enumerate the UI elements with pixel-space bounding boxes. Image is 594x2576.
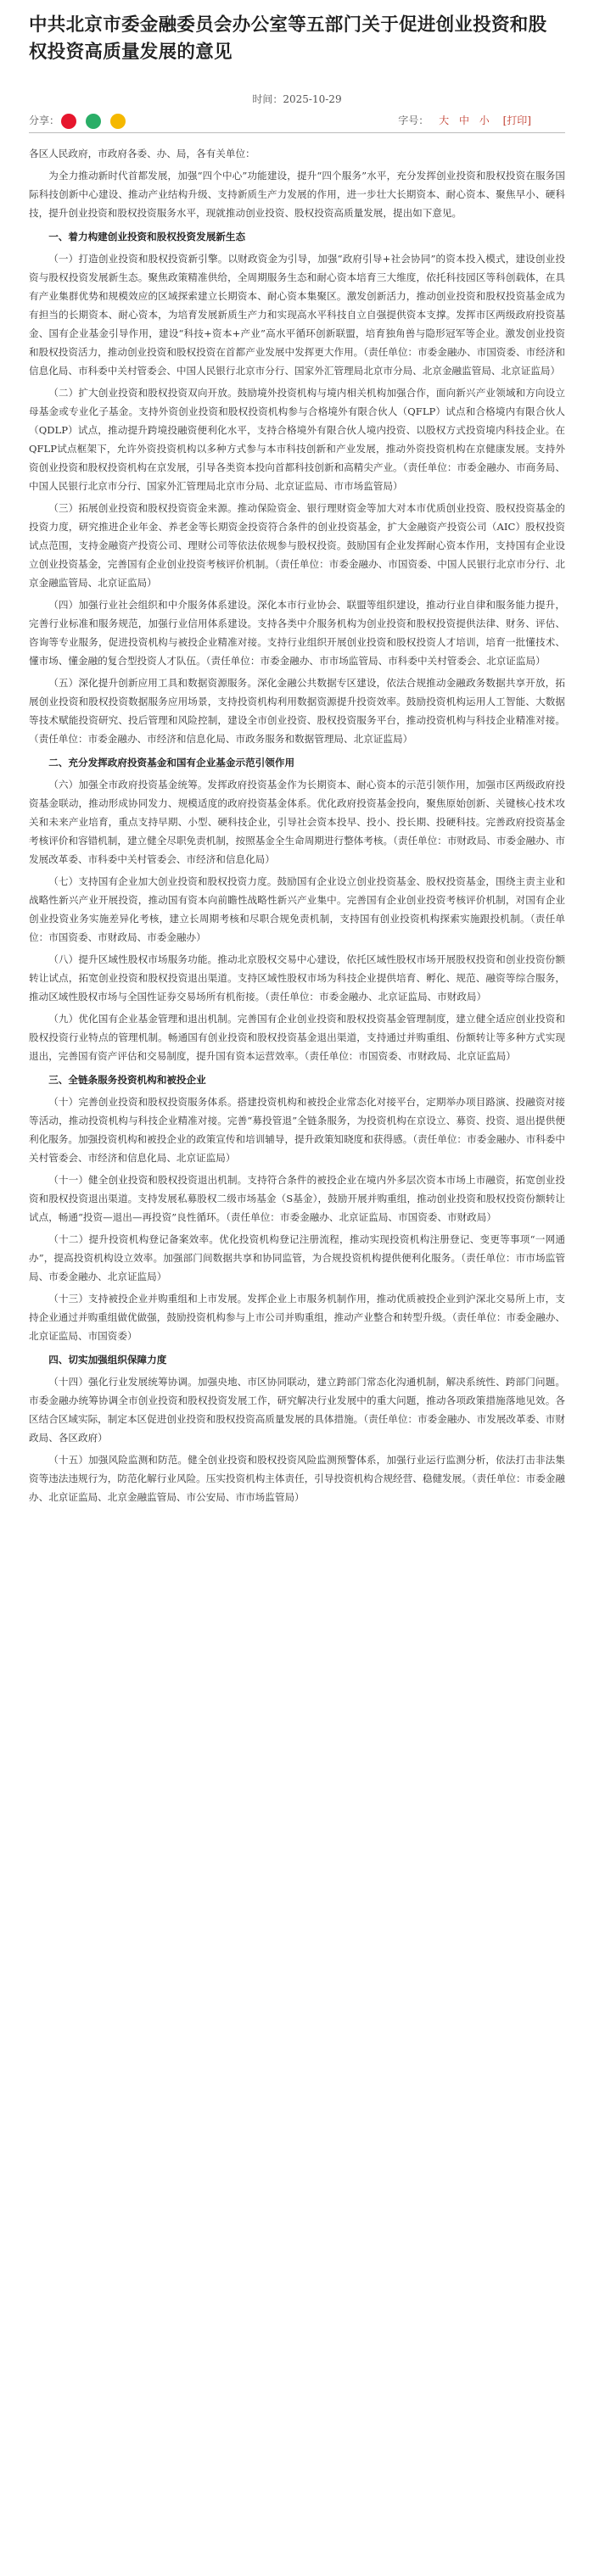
weibo-icon[interactable] — [61, 114, 76, 129]
paragraph: （三）拓展创业投资和股权投资资金来源。推动保险资金、银行理财资金等加大对本市优质创业投资、股权投资基金的投资力度，研究推进企业年金、养老金等长期资金投资符合条件的创业投资基金，扩大金融资产投资公司（AIC）股权投资试点范围，支持金融资产投资公司、理财公司等依法依规参与股权投资。鼓励国有企业发挥耐心资本作用，支持国有企业设立创业投资基金，完善国有企业创业投资考核评价机制。（责任单位：市委金融办、市国资委、中国人民银行北京市分行、北京金融监管局、北京证监局） — [29, 502, 565, 589]
section-heading: 一、着力构建创业投资和股权投资发展新生态 — [48, 231, 246, 243]
section-heading: 四、切实加强组织保障力度 — [48, 1354, 167, 1366]
article-title: 中共北京市委金融委员会办公室等五部门关于促进创业投资和股权投资高质量发展的意见 — [29, 14, 547, 63]
paragraph: （十三）支持被投企业并购重组和上市发展。发挥企业上市服务机制作用，推动优质被投企业到沪深北交易所上市，支持企业通过并购重组做优做强，鼓励投资机构参与上市公司并购重组，推动产业整合和转型升级。（责任单位：市委金融办、北京证监局、市国资委） — [29, 1293, 565, 1342]
paragraph: （十四）强化行业发展统筹协调。加强央地、市区协同联动，建立跨部门常态化沟通机制，解决系统性、跨部门问题。市委金融办统筹协调全市创业投资和股权投资发展工作，研究解决行业发展中的重大问题，推动各项政策措施落地见效。各区结合区域实际，制定本区促进创业投资和股权投资高质量发展的具体措施。（责任单位：市委金融办、市发展改革委、市财政局、各区政府） — [29, 1376, 565, 1444]
share-icons — [61, 112, 131, 129]
section-heading: 三、全链条服务投资机构和被投企业 — [48, 1074, 206, 1086]
paragraph: （十）完善创业投资和股权投资服务体系。搭建投资机构和被投企业常态化对接平台，定期举办项目路演、投融资对接等活动，推动投资机构与科技企业精准对接。完善“募投管退”全链条服务，为投资机构在京设立、募资、投资、退出提供便利化服务。加强投资机构和被投企业的政策宣传和培训辅导，提升政策知晓度和获得感。（责任单位：市委金融办、市科委中关村管委会、市经济和信息化局、北京证监局） — [29, 1096, 565, 1164]
paragraph: （五）深化提升创新应用工具和数据资源服务。深化金融公共数据专区建设，依法合规推动金融政务数据共享开放，拓展创业投资和股权投资数据服务应用场景，支持投资机构利用数据资源提升投资效率。鼓励投资机构运用人工智能、大数据等技术赋能投资研究、投后管理和风险控制，建设全市创业投资、股权投资服务平台，推动投资机构与科技企业精准对接。（责任单位：市委金融办、市经济和信息化局、市政务服务和数据管理局、北京证监局） — [29, 677, 565, 745]
paragraph: （十一）健全创业投资和股权投资退出机制。支持符合条件的被投企业在境内外多层次资本市场上市融资，拓宽创业投资和股权投资退出渠道。支持发展私募股权二级市场基金（S基金），鼓励开展并购重组，推动创业投资和股权投资份额转让试点，畅通“投资—退出—再投资”良性循环。（责任单位：市委金融办、北京证监局、市国资委、市财政局） — [29, 1174, 565, 1223]
font-size-control — [398, 113, 531, 127]
divider — [29, 132, 565, 133]
paragraph: （四）加强行业社会组织和中介服务体系建设。深化本市行业协会、联盟等组织建设，推动行业自律和服务能力提升，完善行业标准和服务规范，加强行业信用体系建设。支持各类中介服务机构为创业投资和股权投资提供法律、财务、评估、咨询等专业服务，促进投资机构与被投企业精准对接。支持行业组织开展创业投资和股权投资人才培训，培育一批懂技术、懂市场、懂金融的复合型投资人才队伍。（责任单位：市委金融办、市市场监管局、市科委中关村管委会、北京证监局） — [29, 599, 565, 667]
wechat-icon[interactable] — [86, 114, 101, 129]
share-bar — [29, 110, 565, 129]
publish-time: 时间：2025-10-29 — [252, 93, 342, 105]
paragraph: （九）优化国有企业基金管理和退出机制。完善国有企业创业投资和股权投资基金管理制度，建立健全适应创业投资和股权投资行业特点的管理机制。畅通国有创业投资和股权投资基金退出渠道，支持通过并购重组、份额转让等多种方式实现退出，完善国有资产评估和交易制度，提升国有资本运营效率。（责任单位：市国资委、市财政局、北京证监局） — [29, 1013, 565, 1062]
paragraph: （二）扩大创业投资和股权投资双向开放。鼓励境外投资机构与境内相关机构加强合作，面向新兴产业领域和方向设立母基金或专业化子基金。支持外资创业投资和股权投资机构参与合格境外有限合伙人（QFLP）试点和合格境内有限合伙人（QDLP）试点，推动提升跨境投融资便利化水平，支持合格境外有限合伙人境内投资、以股权方式投资境内科技企业。在QFLP试点框架下，允许外资投资机构以多种方式参与本市科技创新和产业发展，推动外资投资机构在京健康发展。支持外资创业投资和股权投资机构在京发展，引导各类资本投向首都科技创新和高精尖产业。（责任单位：市委金融办、市商务局、中国人民银行北京市分行、国家外汇管理局北京市分局、北京证监局、市市场监管局） — [29, 387, 565, 492]
font-size-label: 字号： — [398, 115, 429, 126]
salutation: 各区人民政府，市政府各委、办、局，各有关单位： — [29, 148, 255, 159]
paragraph: 为全力推动新时代首都发展，加强“四个中心”功能建设，提升“四个服务”水平，充分发挥创业投资和股权投资在服务国际科技创新中心建设、推动产业结构升级、支持新质生产力发展的作用，进一步壮大长期资本、耐心资本、聚焦早小、硬科技，提升创业投资和股权投资服务水平，现就推动创业投资、股权投资高质量发展，提出如下意见。 — [29, 170, 565, 219]
paragraph: （八）提升区域性股权市场服务功能。推动北京股权交易中心建设，依托区域性股权市场开展股权投资和创业投资份额转让试点，拓宽创业投资和股权投资退出渠道。支持区域性股权市场为科技企业提供培育、孵化、规范、融资等综合服务，推动区域性股权市场与全国性证券交易场所有机衔接。（责任单位：市委金融办、北京证监局、市财政局） — [29, 953, 565, 1003]
section-heading: 二、充分发挥政府投资基金和国有企业基金示范引领作用 — [48, 757, 295, 768]
paragraph: （十二）提升投资机构登记备案效率。优化投资机构登记注册流程，推动实现投资机构注册登记、变更等事项“一网通办”，提高投资机构设立效率。加强部门间数据共享和协同监管，为合规投资机构提供便利化服务。（责任单位：市市场监管局、市委金融办、北京证监局） — [29, 1233, 565, 1282]
font-size-medium[interactable]: 中 — [458, 115, 469, 126]
article-content — [29, 144, 565, 1510]
print-button[interactable]: [打印] — [502, 115, 531, 126]
qzone-icon[interactable] — [110, 114, 126, 129]
paragraph: （六）加强全市政府投资基金统筹。发挥政府投资基金作为长期资本、耐心资本的示范引领作用，加强市区两级政府投资基金联动，推动形成协同发力、规模适度的政府投资基金体系。优化政府投资基金投向，聚焦原始创新、关键核心技术攻关和未来产业培育，重点支持早期、小型、硬科技企业，引导社会资本投早、投小、投长期、投硬科技。完善政府投资基金考核评价和容错机制，建立健全尽职免责机制，按照基金全生命周期进行整体考核。（责任单位：市财政局、市委金融办、市发展改革委、市科委中关村管委会、市经济和信息化局） — [29, 779, 565, 865]
share-label: 分享： — [29, 115, 60, 126]
paragraph: （一）打造创业投资和股权投资新引擎。以财政资金为引导，加强“政府引导+社会协同”的资本投入模式，建设创业投资与股权投资发展新生态。聚焦政策精准供给，全周期服务生态和耐心资本培育三大维度，依托科技园区等科创载体，在具有产业集群优势和规模效应的区域探索建立长期资本、耐心资本集聚区。激发创新活力，推动创业投资和股权投资基金成为有担当的长期资本、耐心资本，为培育发展新质生产力和实现高水平科技自立自强提供资本支撑。发挥市区两级政府投资基金、国有企业基金引导作用，建设“科技+资本+产业”高水平循环创新联盟，培育独角兽与隐形冠军等企业。激发创业投资和股权投资活力，推动创业投资和股权投资在首都产业发展中发挥更大作用。（责任单位：市委金融办、市国资委、市经济和信息化局、市科委中关村管委会、中国人民银行北京市分行、国家外汇管理局北京市分局、北京金融监管局、北京证监局） — [29, 253, 565, 377]
paragraph: （七）支持国有企业加大创业投资和股权投资力度。鼓励国有企业设立创业投资基金、股权投资基金，围绕主责主业和战略性新兴产业开展投资，推动国有资本向前瞻性战略性新兴产业集中。完善国有企业创业投资考核评价机制，对国有企业创业投资业务实施差异化考核，建立长周期考核和尽职合规免责机制，支持国有创业投资机构探索实施跟投机制。（责任单位：市国资委、市财政局、市委金融办） — [29, 875, 565, 943]
font-size-small[interactable]: 小 — [479, 115, 490, 126]
paragraph: （十五）加强风险监测和防范。健全创业投资和股权投资风险监测预警体系，加强行业运行监测分析，依法打击非法集资等违法违规行为，防范化解行业风险。压实投资机构主体责任，引导投资机构合规经营、稳健发展。（责任单位：市委金融办、北京证监局、北京金融监管局、市公安局、市市场监管局） — [29, 1454, 565, 1503]
font-size-large[interactable]: 大 — [439, 115, 450, 126]
